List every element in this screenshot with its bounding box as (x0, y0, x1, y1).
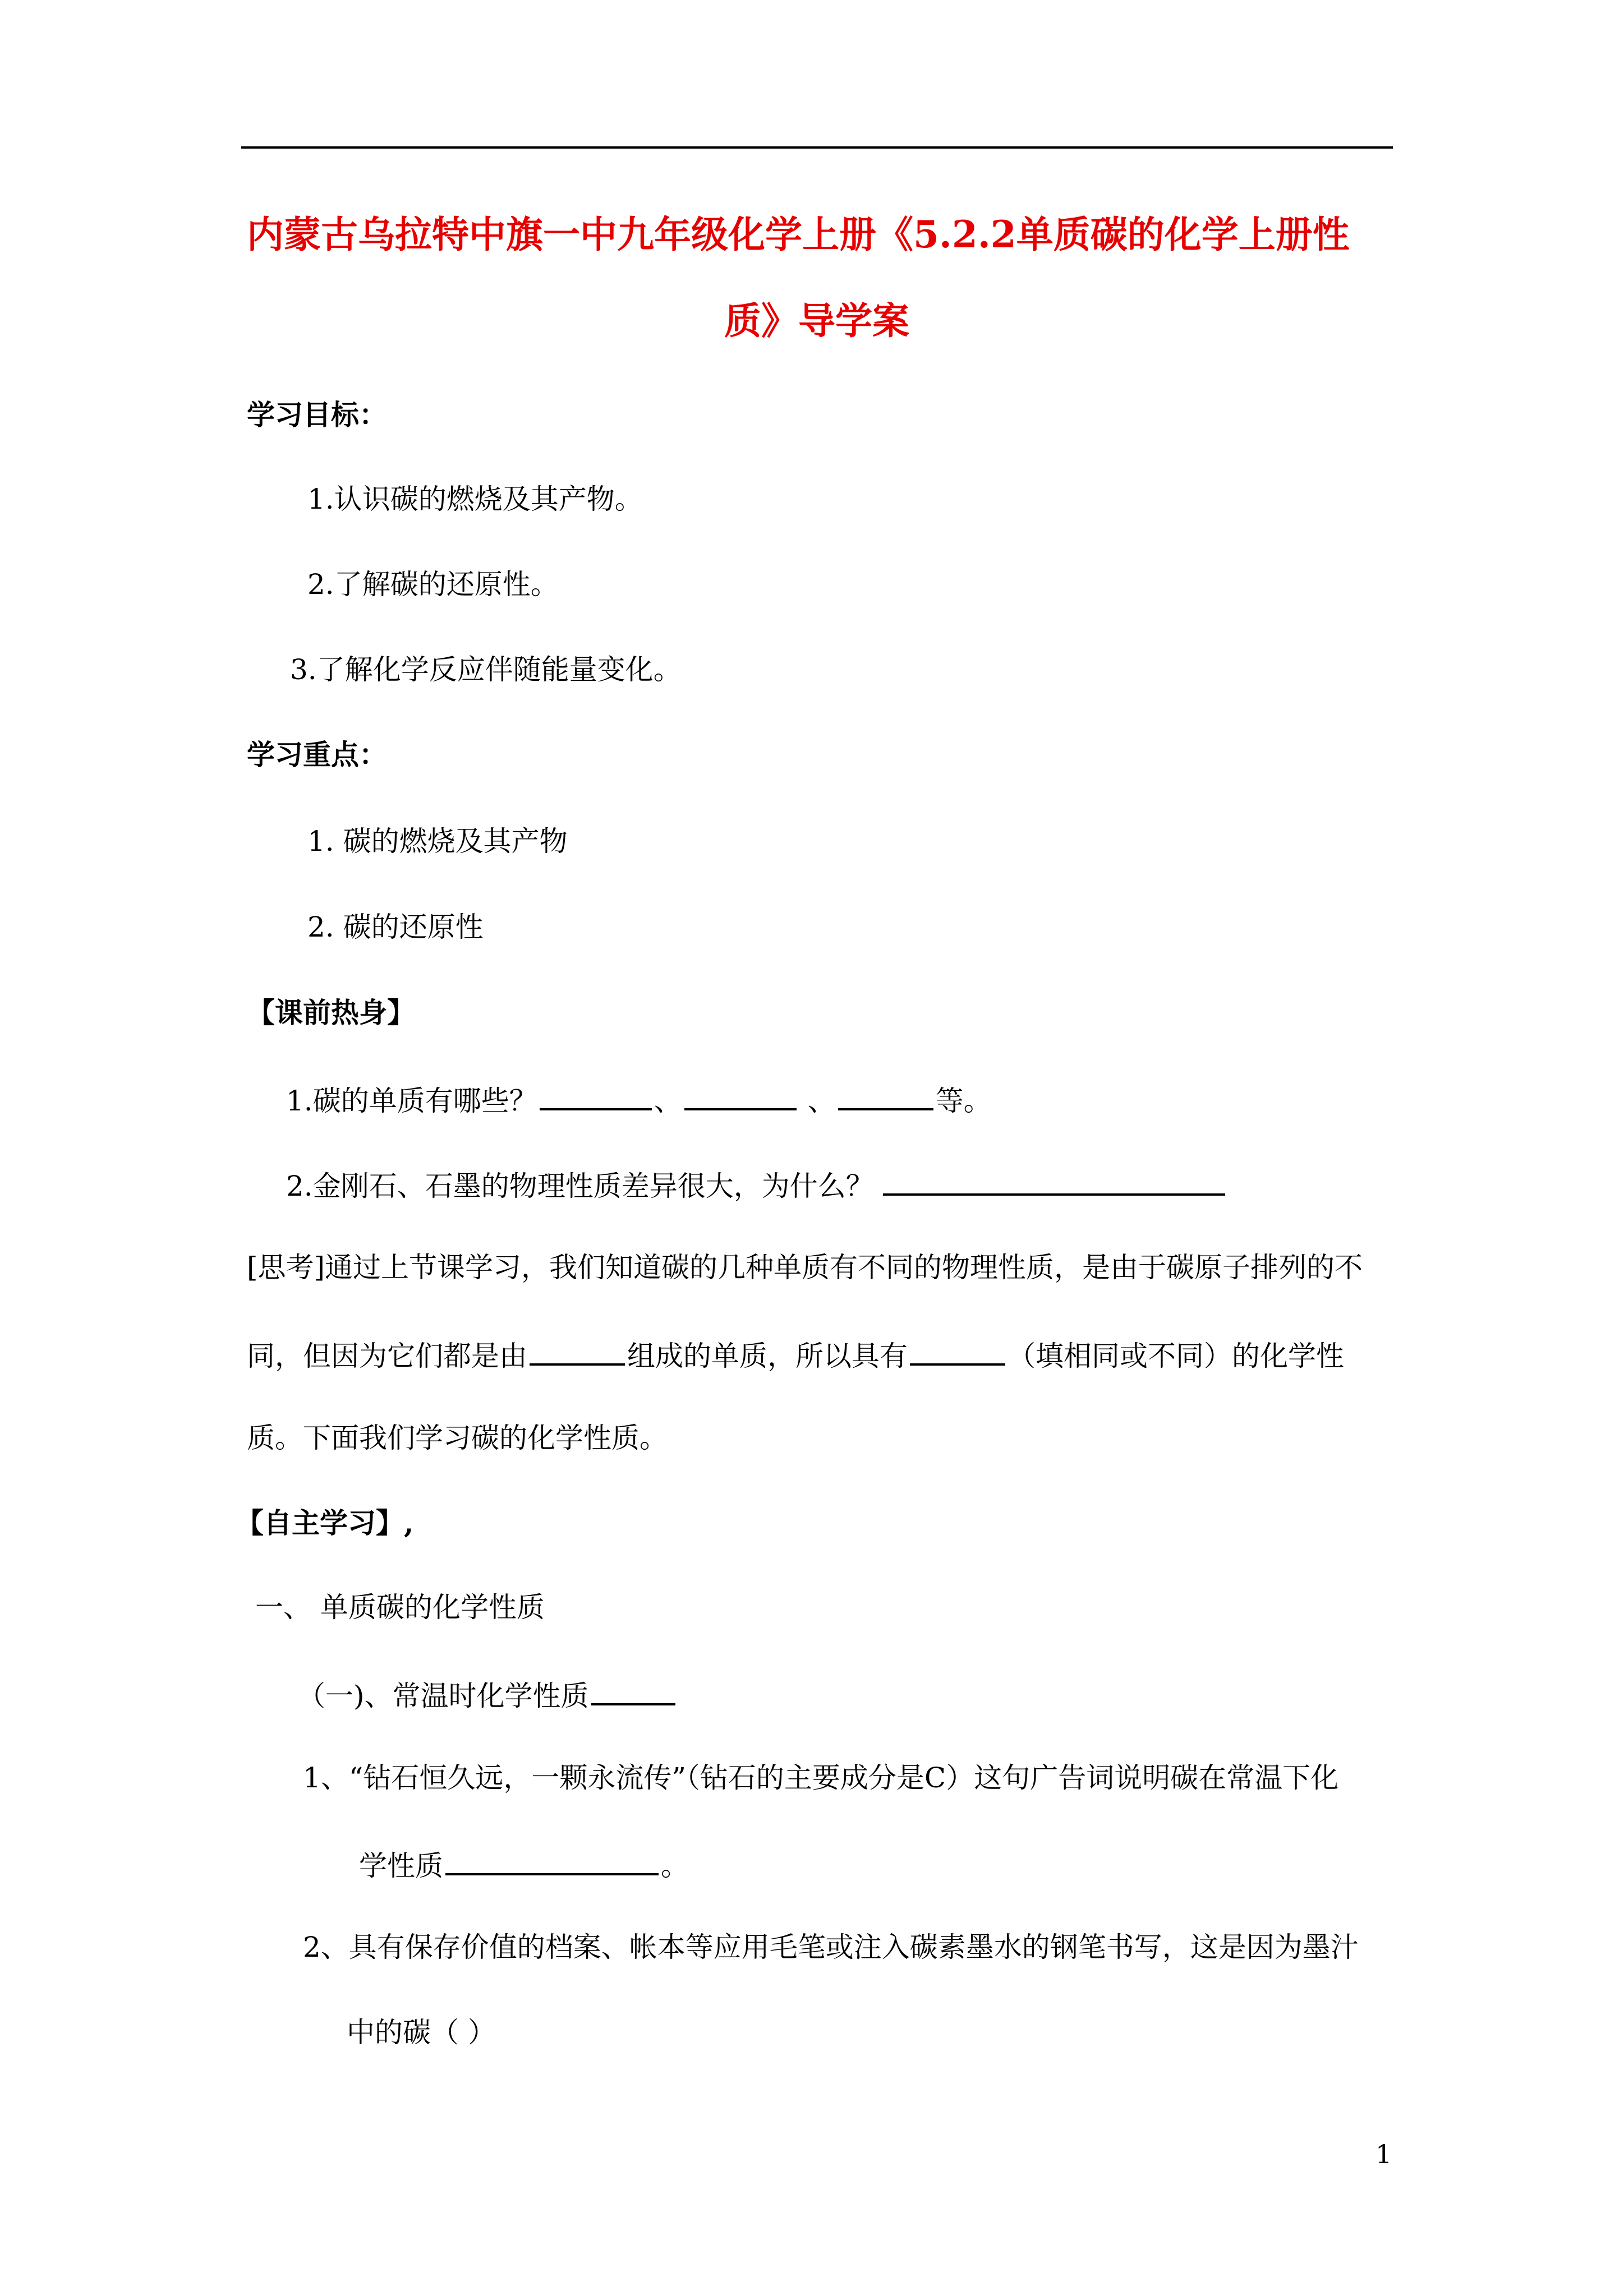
question-2-line-2: 中的碳（ ） (347, 2016, 496, 2049)
subsection-1 (297, 1676, 678, 1713)
answer-blank[interactable] (910, 1336, 1005, 1366)
key-point-1: 1. 碳的燃烧及其产物 (307, 825, 568, 857)
subsection-1-label: （一)、常温时化学性质 (297, 1680, 589, 1712)
goal-item-2: 2.了解碳的还原性。 (307, 568, 559, 601)
question-1-line-2 (359, 1846, 689, 1883)
answer-blank[interactable] (838, 1081, 933, 1110)
think-line-2-b: 组成的单质，所以具有 (627, 1340, 908, 1372)
answer-blank[interactable] (530, 1336, 625, 1366)
think-line-3: 质。下面我们学习碳的化学性质。 (247, 1422, 668, 1454)
goal-item-3: 3.了解化学反应伴随能量变化。 (290, 653, 682, 686)
warmup-q1-end: 等。 (935, 1085, 992, 1117)
think-line-1: [思考]通过上节课学习，我们知道碳的几种单质有不同的物理性质，是由于碳原子排列的不 (247, 1251, 1363, 1284)
question-1-line-2-end: 。 (661, 1850, 689, 1882)
question-2-line-1: 2、具有保存价值的档案、帐本等应用毛笔或注入碳素墨水的钢笔书写，这是因为墨汁 (303, 1931, 1359, 1963)
answer-blank[interactable] (591, 1676, 675, 1705)
self-study-heading: 【自主学习】, (236, 1506, 414, 1539)
question-1-line-2-a: 学性质 (359, 1850, 443, 1882)
separator: 、 (798, 1085, 836, 1117)
warmup-q2-text: 2.金刚石、石墨的物理性质差异很大，为什么？ (286, 1170, 874, 1202)
key-points-heading: 学习重点： (247, 738, 387, 771)
think-line-2-c: （填相同或不同）的化学性 (1007, 1340, 1344, 1372)
page-number: 1 (1375, 2139, 1392, 2169)
document-title-line-2: 质》导学案 (724, 299, 909, 343)
document-title-line-1: 内蒙古乌拉特中旗一中九年级化学上册《5.2.2单质碳的化学上册性 (247, 213, 1350, 256)
section-1-heading: 一、 单质碳的化学性质 (255, 1591, 545, 1624)
answer-blank[interactable] (445, 1846, 659, 1875)
separator: 、 (654, 1085, 682, 1117)
warmup-q1-text: 1.碳的单质有哪些？ (286, 1085, 537, 1117)
answer-blank[interactable] (883, 1167, 1225, 1196)
warmup-question-2 (286, 1167, 1227, 1203)
think-line-2-a: 同，但因为它们都是由 (247, 1340, 527, 1372)
goal-item-1: 1.认识碳的燃烧及其产物。 (307, 483, 643, 515)
warmup-question-1 (286, 1081, 992, 1118)
warmup-heading: 【课前热身】 (247, 996, 415, 1029)
key-point-2: 2. 碳的还原性 (307, 911, 484, 943)
header-rule (241, 146, 1393, 149)
question-1-line-1: 1、“钻石恒久远，一颗永流传”（钻石的主要成分是C）这句广告词说明碳在常温下化 (303, 1762, 1339, 1794)
answer-blank[interactable] (684, 1081, 797, 1110)
answer-blank[interactable] (540, 1081, 652, 1110)
think-line-2 (247, 1336, 1344, 1373)
goals-heading: 学习目标： (247, 398, 387, 431)
